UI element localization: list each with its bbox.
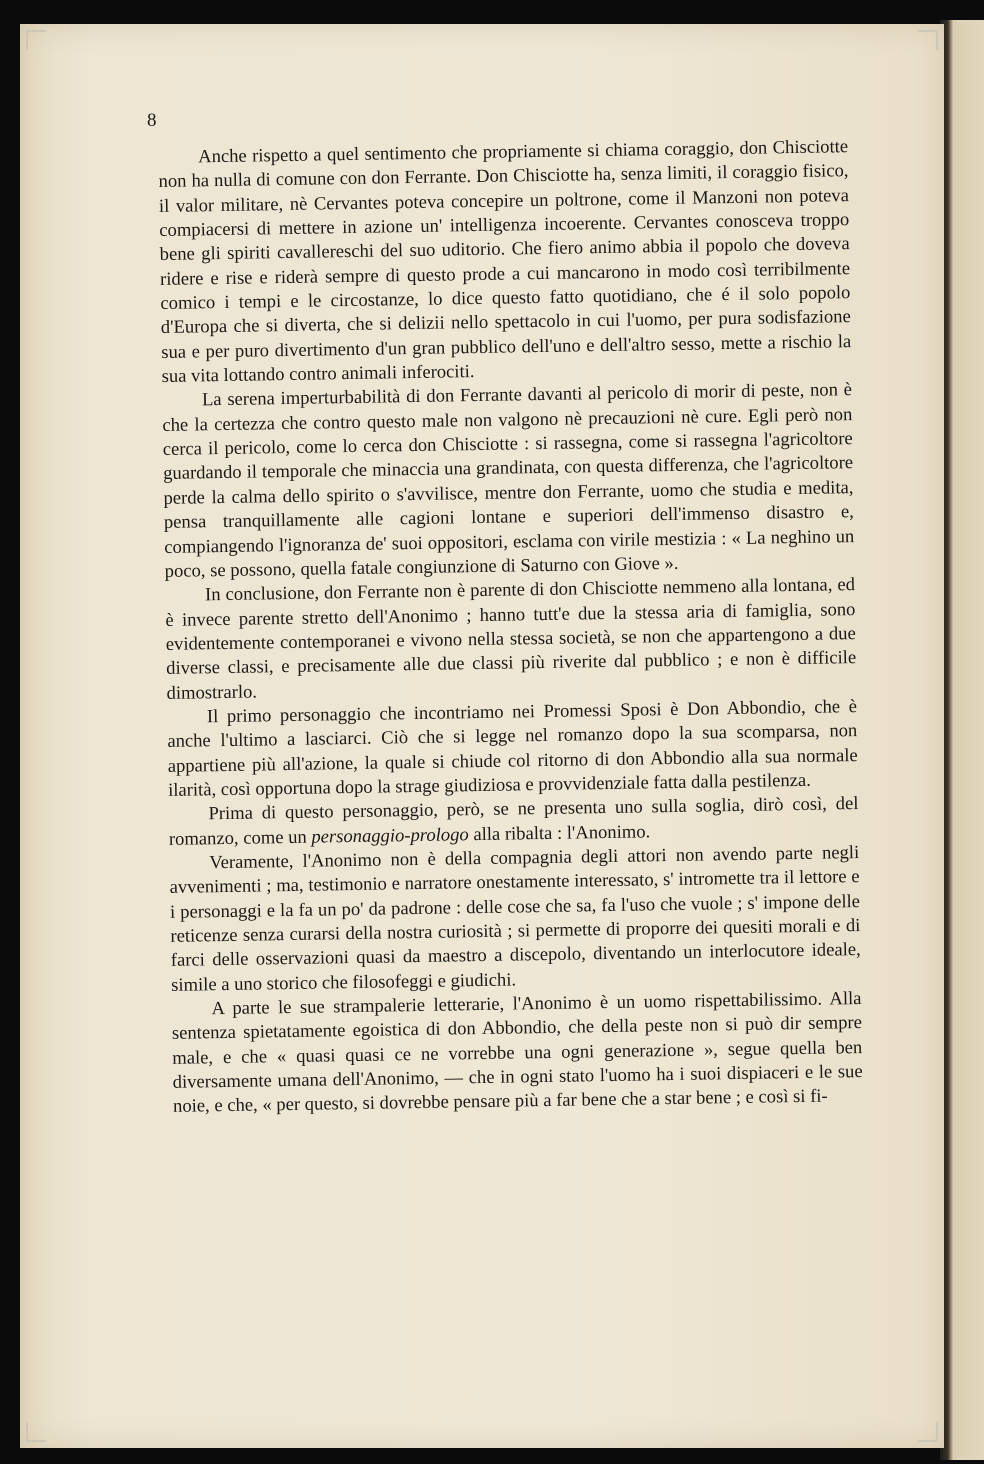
paragraph-5-italic: personaggio-prologo xyxy=(311,823,469,848)
crop-mark-bottom-right xyxy=(918,1422,938,1442)
body-text xyxy=(158,135,863,1119)
paragraph-6: Veramente, l'Anonimo non è della compagnia degli attori non avendo parte negli avvenimenti ; ma, testimonio e narratore onestamente interessato, s' intromette tra il lettore e i personaggi e la fa un po' da padrone : delle cose che sa, fa l'uso che vuole ; s' impone delle reticenze senza curarsi della nostra curiosità ; si permette di proporre dei quesiti morali e di farci delle osservazioni quasi da maestro a discepolo, diventando un interlocutore ideale, simile a uno storico che filosofeggi e giudichi. xyxy=(169,842,861,996)
crop-mark-top-left xyxy=(26,30,46,50)
adjacent-page-edge xyxy=(940,20,984,1460)
paragraph-5-after: alla ribalta : l'Anonimo. xyxy=(468,820,651,845)
paragraph-4: Il primo personaggio che incontriamo nei Promessi Sposi è Don Abbondio, che è anche l'ultimo a lasciarci. Ciò che si legge nel romanzo dopo la sua scomparsa, non appartiene più all'azione, la quale si chiude col ritorno di don Abbondio alla sua normale ilarità, così opportuna dopo la strage giudiziosa e provvidenziale fatta dalla pestilenza. xyxy=(167,695,858,801)
paragraph-5-before: Prima di questo personaggio, però, se ne presenta uno sulla soglia, dirò così, del romanzo, come un xyxy=(168,793,859,850)
crop-mark-bottom-left xyxy=(26,1422,46,1442)
paragraph-3: In conclusione, don Ferrante non è parente di don Chisciotte nemmeno alla lontana, ed è invece parente stretto dell'Anonimo ; hanno tutt'e due la stessa aria di famiglia, sono evidentemente contemporanei e vivono nella stessa società, se non che appartengono a due diverse classi, e precisamente alle due classi più riverite dal pubblico ; e non è difficile dimostrarlo. xyxy=(165,574,857,704)
crop-mark-top-right xyxy=(918,30,938,50)
paragraph-7: A parte le sue strampalerie letterarie, l'Anonimo è un uomo rispettabilissimo. Alla sentenza spietatamente egoistica di don Abbondio, che della peste non si può dir sempre male, e che « quasi quasi ce ne vorrebbe una ogni generazione », segue quella ben diversamente umana dell'Anonimo, — che in ogni stato l'uomo ha i suoi dispiaceri e le sue noie, e che, « per questo, si dovrebbe pensare più a far bene che a star bene ; e così si fi- xyxy=(171,988,863,1118)
paragraph-2: La serena imperturbabilità di don Ferrante davanti al pericolo di morir di peste, non è che la certezza che contro questo male non valgono nè precauzioni nè cure. Egli però non cerca il pericolo, come lo cerca don Chisciotte : si rassegna, come si rassegna l'agricoltore guardando il temporale che minaccia una grandinata, con questa differenza, che l'agricoltore perde la calma dello spirito o s'avvilisce, mentre don Ferrante, uomo che studia e medita, pensa tranquillamente alle cagioni lontane e superiori dell'immenso disastro e, compiangendo l'ignoranza de' suoi oppositori, esclama con virile mestizia : « La neghino un poco, se possono, quella fatale congiunzione di Saturno con Giove ». xyxy=(162,379,855,582)
page-number: 8 xyxy=(147,110,157,131)
paragraph-1: Anche rispetto a quel sentimento che propriamente si chiama coraggio, don Chisciotte non ha nulla di comune con don Ferrante. Don Chisciotte ha, senza limiti, il coraggio fisico, il valor militare, nè Cervantes poteva concepire un poltrone, come il Manzoni non poteva compiacersi di mettere in azione un' intelligenza incoerente. Cervantes conosceva troppo bene gli spiriti cavallereschi del suo uditorio. Che fiero animo abbia il popolo che doveva ridere e rise e riderà sempre di questo prode a cui mancarono in modo così terribilmente comico i tempi e le circostanze, lo dice questo fatto quotidiano, che é il solo popolo d'Europa che si diverta, che si delizii nello spettacolo in cui l'uomo, per pura sodisfazione sua e per puro divertimento d'un gran pubblico dell'uno e dell'altro sesso, mette a rischio la sua vita lottando contro animali inferociti. xyxy=(158,136,852,388)
